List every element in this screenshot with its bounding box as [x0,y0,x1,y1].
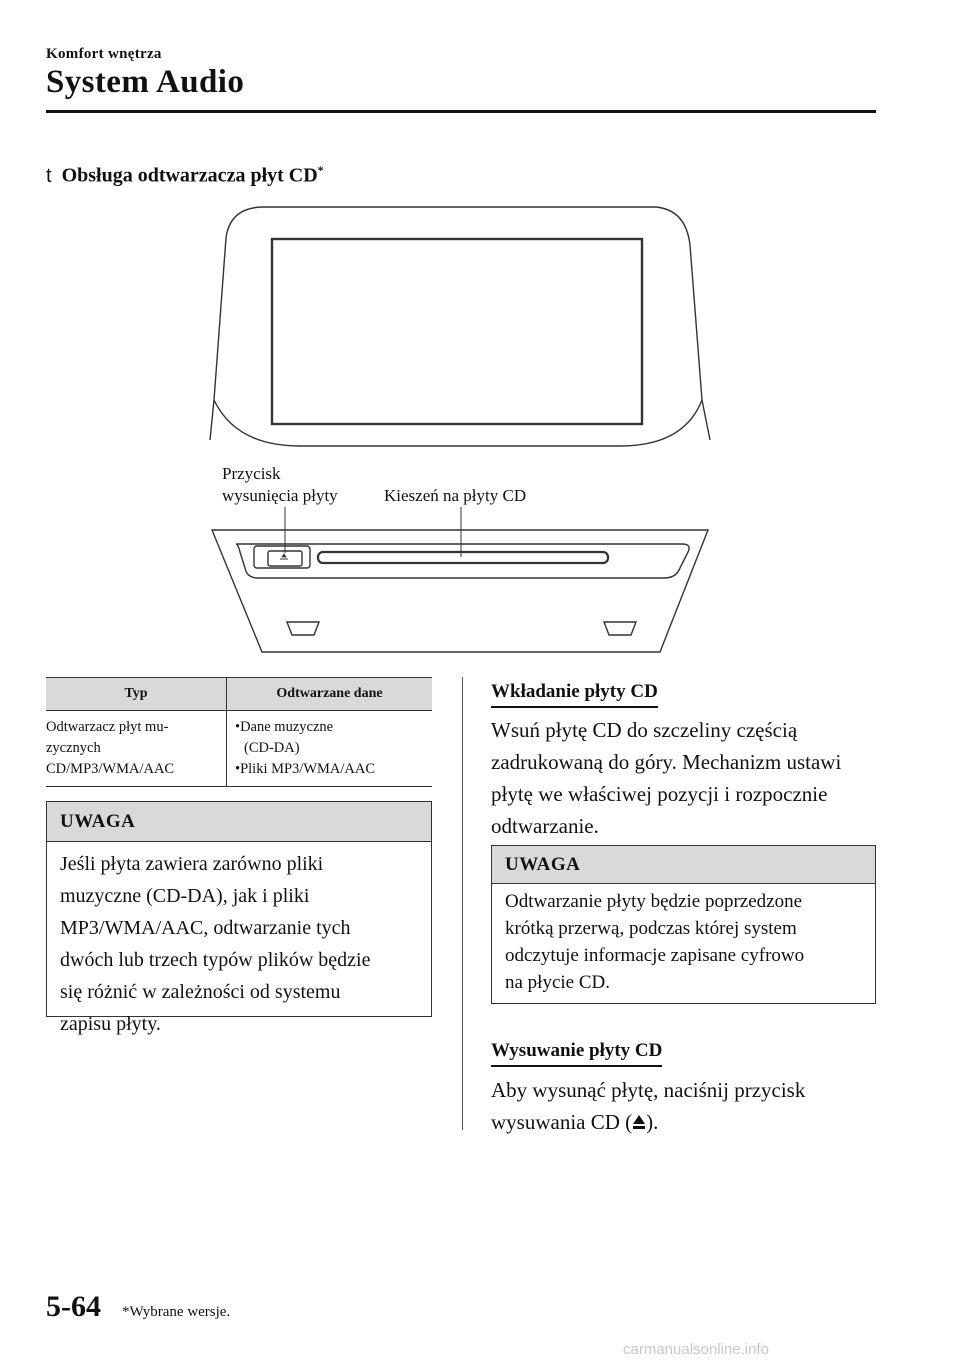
heading-text: Obsługa odtwarzacza płyt CD [61,164,318,187]
insert-paragraph: Wsuń płytę CD do szczeliny częścią zadrukowaną do góry. Mechanizm ustawi płytę we właściwej pozycji i rozpocznie odtwarzanie. [491,718,842,838]
insert-heading: Wkładanie płyty CD [491,681,658,708]
eject-button-label: Przycisk wysunięcia płyty [222,464,338,505]
note-box-right [491,845,876,1004]
table-cell-data: •Dane muzyczne (CD-DA) •Pliki MP3/WMA/AAC [227,711,433,787]
eject-heading: Wysuwanie płyty CD [491,1040,662,1067]
cd-slot-label: Kieszeń na płyty CD [384,486,527,505]
column-divider [462,677,463,1130]
page-number: 5-64 [46,1290,101,1323]
display-unit [210,207,710,446]
footnote: *Wybrane wersje. [122,1304,231,1320]
cd-unit [212,530,708,652]
watermark: carmanualsonline.info [623,1341,769,1358]
cd-player-illustration [0,0,960,670]
eject-button-icon [282,554,286,557]
table-header-data: Odtwarzane dane [227,678,433,711]
table-header-type: Typ [46,678,227,711]
table-header-row [46,678,432,711]
footnote-mark: * [317,163,324,177]
note-box-left [46,801,432,1035]
page-title: System Audio [46,64,245,100]
table-row [46,711,432,787]
note-title-right: UWAGA [492,846,875,884]
note-body-right: Odtwarzanie płyty będzie poprzedzone krótką przerwą, podczas której system odczytuje informacje zapisane cyfrowo na płycie CD. [505,891,805,993]
cd-slot [318,552,608,563]
eject-paragraph: Aby wysunąć płytę, naciśnij przycisk wysuwania CD ( ). [491,1078,806,1134]
eject-icon [632,1113,646,1131]
playback-table [46,677,432,787]
table-cell-type: Odtwarzacz płyt mu- zycznych CD/MP3/WMA/AAC [46,711,227,787]
heading-bullet: t [46,164,52,187]
section-label: Komfort wnętrza [46,46,162,62]
note-body-left: Jeśli płyta zawiera zarówno pliki muzyczne (CD-DA), jak i pliki MP3/WMA/AAC, odtwarzanie tych dwóch lub trzech typów plików będzie się różnić w zależności od systemu zapisu płyty. [60,853,371,1035]
note-title-left: UWAGA [47,802,431,842]
